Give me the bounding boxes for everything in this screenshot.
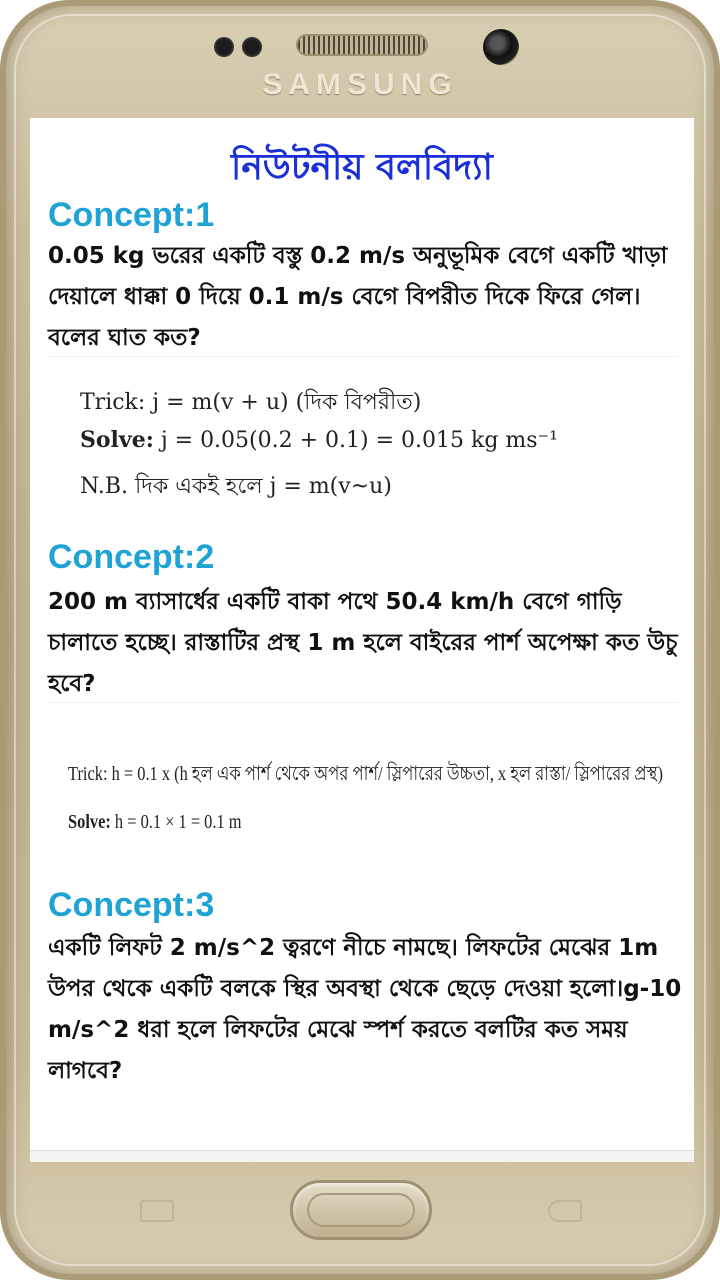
screen-bottom-edge bbox=[30, 1150, 694, 1162]
note-text: দিক একই হলে j = m(v~u) bbox=[128, 474, 392, 499]
concept-2-heading: Concept:2 bbox=[48, 538, 215, 576]
device-brand-logo: SAMSUNG bbox=[262, 68, 458, 101]
concept-1-solve-line bbox=[80, 427, 558, 453]
concept-3-heading: Concept:3 bbox=[48, 886, 215, 924]
back-icon[interactable] bbox=[548, 1200, 582, 1222]
trick-text: j = m(v + u) (দিক বিপরীত) bbox=[145, 390, 422, 415]
concept-3-question: একটি লিফট 2 m/s^2 ত্বরণে নীচে নামছে। লিফটের মেঝের 1m উপর থেকে একটি বলকে স্থির অবস্থা থেকে ছেড়ে দেওয়া হলো।g-10 m/s^2 ধরা হলে লিফটের মেঝে স্পর্শ করতে বলটির কত সময় লাগবে? bbox=[48, 935, 682, 1084]
trick-label: Trick: bbox=[80, 390, 146, 415]
concept-1-trick-line bbox=[80, 385, 421, 422]
front-camera-icon bbox=[483, 29, 519, 65]
solve-label: Solve: bbox=[68, 811, 111, 833]
concept-2-solution bbox=[46, 702, 678, 878]
concept-2-trick-line bbox=[68, 759, 663, 792]
recent-apps-icon[interactable] bbox=[140, 1200, 174, 1222]
trick-label: Trick: bbox=[68, 763, 108, 785]
concept-1-question: 0.05 kg ভরের একটি বস্তু 0.2 m/s অনুভূমিক বেগে একটি খাড়া দেয়ালে ধাক্কা 0 দিয়ে 0.1 m/s বেগে বিপরীত দিকে ফিরে গেল।বলের ঘাত কত? bbox=[48, 243, 668, 351]
solve-label: Solve: bbox=[80, 427, 154, 453]
concept-2-question: 200 m ব্যাসার্ধের একটি বাকা পথে 50.4 km/h বেগে গাড়ি চালাতে হচ্ছে। রাস্তাটির প্রস্থ 1 m হলে বাইরের পার্শ অপেক্ষা কত উচু হবে? bbox=[48, 589, 678, 697]
earpiece-speaker bbox=[296, 34, 428, 56]
app-screen[interactable] bbox=[30, 118, 694, 1162]
solve-text: j = 0.05(0.2 + 0.1) = 0.015 kg ms⁻¹ bbox=[153, 428, 558, 453]
light-sensor-icon bbox=[242, 37, 262, 57]
concept-1-note-line bbox=[80, 469, 392, 506]
note-label: N.B. bbox=[80, 474, 128, 499]
home-button[interactable] bbox=[290, 1180, 432, 1240]
solve-text: h = 0.1 × 1 = 0.1 m bbox=[110, 811, 242, 833]
concept-2-solve-line bbox=[68, 811, 242, 834]
concept-1-solution bbox=[46, 356, 678, 528]
proximity-sensor-icon bbox=[214, 37, 234, 57]
page-title: নিউটনীয় বলবিদ্যা bbox=[231, 147, 493, 188]
trick-text: h = 0.1 x (h হল এক পার্শ থেকে অপর পার্শ/ স্লিপারের উচ্চতা, x হল রাস্তা/ স্লিপারের প্রস্থ) bbox=[107, 763, 663, 785]
concept-1-heading: Concept:1 bbox=[48, 196, 215, 234]
